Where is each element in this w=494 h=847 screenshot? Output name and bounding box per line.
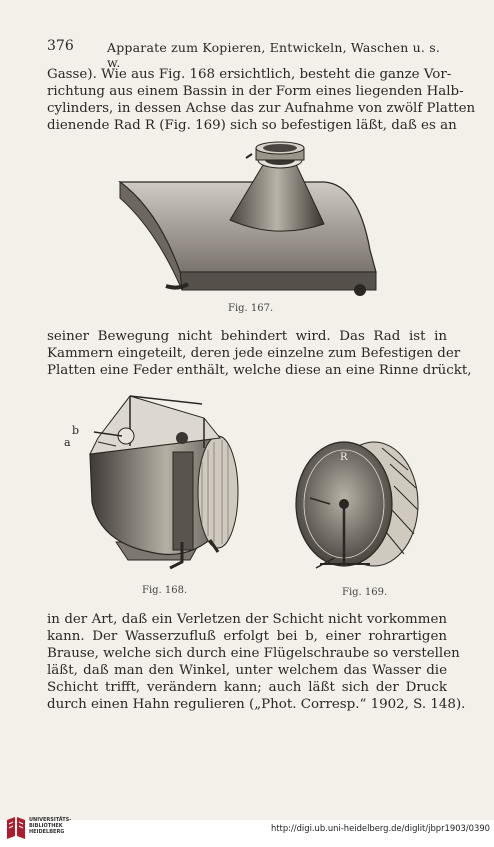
fig-169-wheel-illustration bbox=[290, 434, 426, 584]
running-title: Apparate zum Kopieren, Entwickeln, Waschen u. s. w. bbox=[107, 40, 441, 70]
text-line: durch einen Hahn regulieren („Phot. Corresp.“ 1902, S. 148). bbox=[47, 697, 466, 712]
text-line: Brause, welche sich durch eine Flügelschraube so verstellen bbox=[47, 646, 460, 661]
text-line: Kammern eingeteilt, deren jede einzelne zum Befestigen der bbox=[47, 346, 461, 361]
running-header bbox=[47, 38, 447, 70]
fig-169-label-r: R bbox=[340, 452, 348, 463]
fig-167-tray-illustration bbox=[118, 140, 380, 300]
paragraph-3 bbox=[47, 611, 466, 713]
text-line: Gasse). Wie aus Fig. 168 ersichtlich, besteht die ganze Vor- bbox=[47, 67, 452, 82]
text-line: Schicht trifft, verändern kann; auch läßt sich der Druck bbox=[47, 680, 447, 695]
text-line: läßt, daß man den Winkel, unter welchem das Wasser die bbox=[47, 663, 447, 678]
page-number: 376 bbox=[47, 38, 74, 54]
fig-168-label-a: a bbox=[64, 436, 71, 449]
fig-167-caption: Fig. 167. bbox=[228, 303, 274, 314]
text-line: in der Art, daß ein Verletzen der Schicht nicht vorkommen bbox=[47, 612, 447, 627]
text-line: richtung aus einem Bassin in der Form eines liegenden Halb- bbox=[47, 84, 464, 99]
fig-168-caption: Fig. 168. bbox=[142, 585, 188, 596]
source-url-link[interactable]: http://digi.ub.uni-heidelberg.de/diglit/jbpr1903/0390 bbox=[270, 823, 490, 833]
text-line: seiner Bewegung nicht behindert wird. Das Rad ist in bbox=[47, 329, 447, 344]
library-name: UNIVERSITÄTS- BIBLIOTHEK HEIDELBERG bbox=[29, 817, 72, 835]
text-line: cylinders, in dessen Achse das zur Aufnahme von zwölf Platten bbox=[47, 101, 476, 116]
fig-169-caption: Fig. 169. bbox=[342, 587, 388, 598]
text-line: Platten eine Feder enthält, welche diese an eine Rinne drückt, bbox=[47, 363, 472, 378]
fig-168-label-b: b bbox=[72, 424, 80, 437]
fig-168-bath-illustration bbox=[70, 392, 240, 580]
library-logo-icon bbox=[5, 816, 27, 840]
paragraph-1 bbox=[47, 66, 476, 134]
text-line: dienende Rad R (Fig. 169) sich so befestigen läßt, daß es an bbox=[47, 118, 457, 133]
paragraph-2 bbox=[47, 328, 472, 379]
text-line: kann. Der Wasserzufluß erfolgt bei b, einer rohrartigen bbox=[47, 629, 447, 644]
